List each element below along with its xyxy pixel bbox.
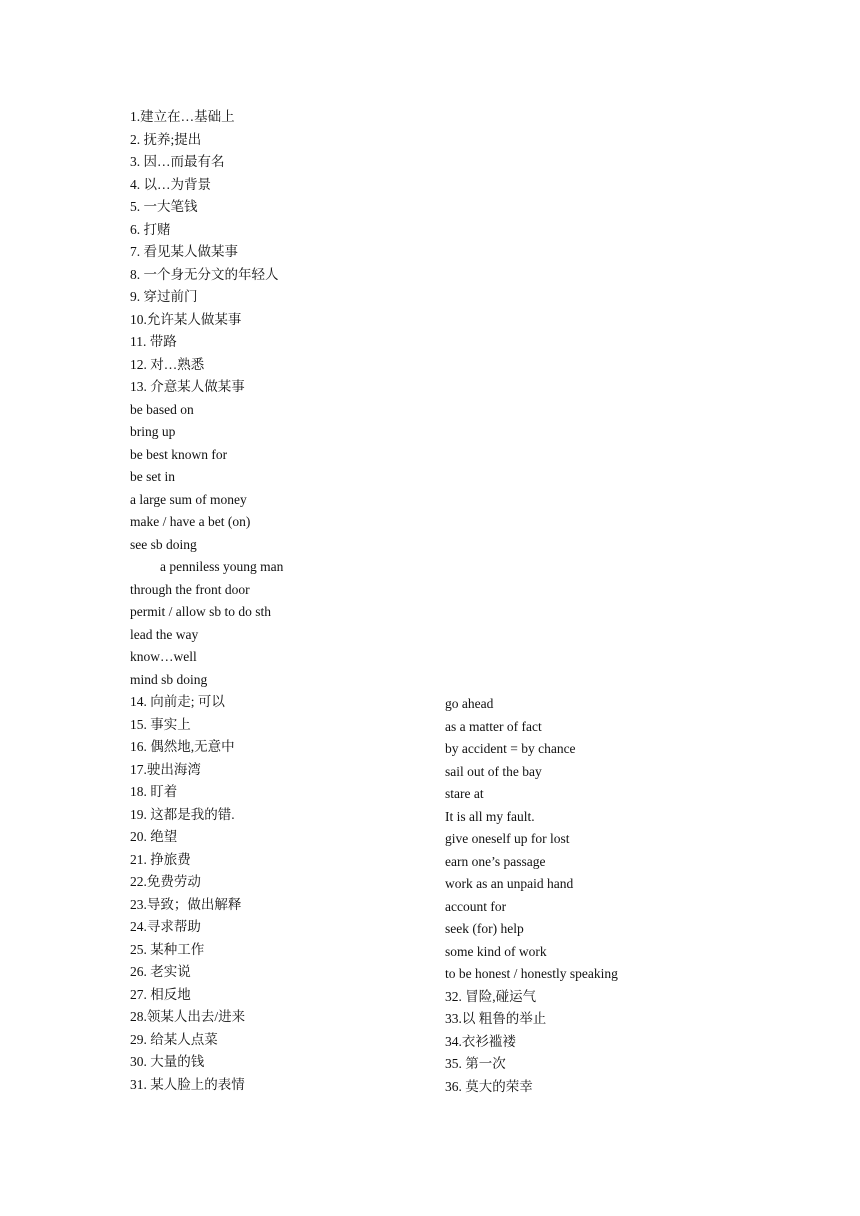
list-item: 15. 事实上 (130, 716, 191, 732)
list-item: 2. 抚养;提出 (130, 131, 202, 147)
list-item: a penniless young man (160, 559, 284, 574)
list-item: work as an unpaid hand (445, 876, 574, 891)
list-item: be based on (130, 401, 194, 417)
list-item: sail out of the bay (445, 763, 542, 779)
list-item: 34.衣衫褴褛 (445, 1033, 516, 1049)
list-item: to be honest / honestly speaking (445, 966, 618, 981)
list-item: 11. 带路 (130, 334, 177, 349)
list-item: 9. 穿过前门 (130, 289, 198, 304)
list-item: 12. 对…熟悉 (130, 356, 205, 372)
list-item: 16. 偶然地,无意中 (130, 739, 235, 754)
list-item: 30. 大量的钱 (130, 1054, 205, 1069)
list-item: 7. 看见某人做某事 (130, 244, 238, 259)
list-item: 19. 这都是我的错. (130, 806, 235, 822)
list-item: 3. 因…而最有名 (130, 154, 225, 169)
list-item: be set in (130, 469, 175, 484)
list-item: 31. 某人脸上的表情 (130, 1076, 245, 1092)
list-item: 36. 莫大的荣幸 (445, 1078, 533, 1094)
list-item: 4. 以…为背景 (130, 176, 211, 192)
list-item: 17.驶出海湾 (130, 761, 201, 777)
list-item: by accident = by chance (445, 741, 576, 756)
list-item: earn one’s passage (445, 853, 546, 869)
list-item: make / have a bet (on) (130, 514, 251, 529)
right-column (445, 693, 765, 1098)
list-item: mind sb doing (130, 671, 208, 687)
list-item: lead the way (130, 626, 199, 642)
list-item: bring up (130, 424, 176, 439)
list-item: some kind of work (445, 943, 547, 959)
list-item: know…well (130, 649, 197, 664)
list-item: 27. 相反地 (130, 986, 191, 1002)
list-item: permit / allow sb to do sth (130, 604, 271, 619)
list-item: 18. 盯着 (130, 784, 178, 799)
list-item: through the front door (130, 581, 250, 597)
list-item: 1.建立在…基础上 (130, 109, 235, 124)
list-item: 22.免费劳动 (130, 874, 201, 889)
list-item: give oneself up for lost (445, 831, 570, 846)
list-item: 35. 第一次 (445, 1056, 506, 1071)
list-item: be best known for (130, 446, 228, 462)
list-item: 6. 打赌 (130, 221, 171, 237)
list-item: 14. 向前走; 可以 (130, 694, 225, 709)
list-item: 10.允许某人做某事 (130, 311, 242, 327)
list-item: as a matter of fact (445, 718, 542, 734)
list-item: a large sum of money (130, 491, 247, 507)
list-item: 21. 挣旅费 (130, 851, 191, 867)
left-column (130, 106, 430, 1096)
list-item: 26. 老实说 (130, 964, 191, 979)
list-item: account for (445, 898, 507, 914)
list-item: go ahead (445, 696, 494, 711)
list-item: 20. 绝望 (130, 829, 178, 844)
list-item: 8. 一个身无分文的年轻人 (130, 266, 279, 282)
list-item: 24.寻求帮助 (130, 919, 201, 934)
list-item: 25. 某种工作 (130, 941, 205, 957)
list-item: 33.以 粗鲁的举止 (445, 1011, 547, 1026)
list-item: It is all my fault. (445, 808, 535, 824)
list-item: 28.领某人出去/进来 (130, 1009, 246, 1024)
list-item: 32. 冒险,碰运气 (445, 988, 537, 1004)
list-item: 29. 给某人点菜 (130, 1031, 218, 1047)
list-item: see sb doing (130, 536, 197, 552)
list-item: 13. 介意某人做某事 (130, 379, 245, 394)
list-item: 5. 一大笔钱 (130, 199, 198, 214)
list-item: 23.导致；做出解释 (130, 896, 242, 912)
list-item: seek (for) help (445, 921, 524, 936)
list-item: stare at (445, 786, 484, 801)
